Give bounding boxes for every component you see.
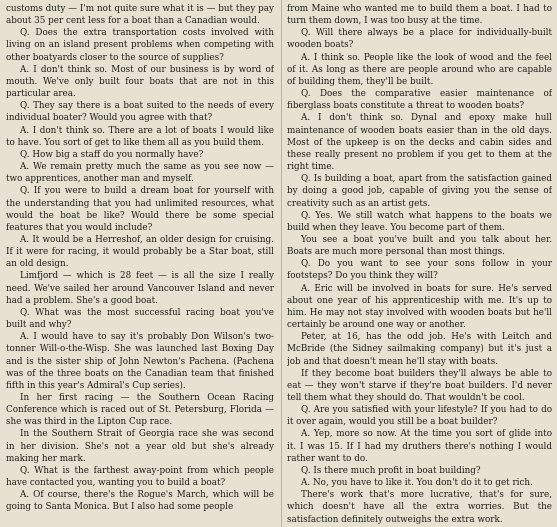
paragraph: In her first racing — the Southern Ocean Racing Conference which is raced out of St. Petersburg, Florida — she was third in the Lipton Cup race. bbox=[6, 393, 274, 428]
paragraph: A. No, you have to like it. You don't do it to get rich. bbox=[301, 478, 533, 489]
paragraph: You see a boat you've built and you talk about her. Boats are much more personal than most things. bbox=[287, 234, 552, 258]
paragraph: Q. How big a staff do you normally have? bbox=[20, 149, 204, 160]
paragraph: Limfjord — which is 28 feet — is all the size I really need. We've sailed her around Vancouver Island and never had a problem. She's a good boat. bbox=[6, 271, 274, 306]
paragraph: Q. Does the extra transportation costs involved with living on an island present problems when competing with other boatyards closer to the source of supplies? bbox=[6, 28, 274, 63]
paragraph: Q. Does the comparative easier maintenance of fiberglass boats constitute a threat to wooden boats? bbox=[287, 89, 552, 112]
right-column bbox=[287, 3, 552, 525]
paragraph: A. Of course, there's the Rogue's March, which will be going to Santa Monica. But I also had some people bbox=[6, 490, 274, 513]
paragraph: Q. Yes. We still watch what happens to the boats we build when they leave. You become part of them. bbox=[287, 210, 552, 233]
paragraph: Q. If you were to build a dream boat for yourself with the understanding that you had unlimited resources, what would the boat be like? Would there be some special features that you would include? bbox=[6, 186, 274, 233]
paragraph: In the Southern Strait of Georgia race she was second in her division. She's not a year old but she's already making her mark. bbox=[6, 429, 274, 464]
paragraph: A. Eric will be involved in boats for sure. He's served about one year of his apprenticeship with me. It's up to him. He may not stay involved with wooden boats but he'll certainly be around one way or another. bbox=[287, 283, 552, 331]
paragraph: Q. Do you want to see your sons follow in your footsteps? Do you think they will? bbox=[287, 259, 552, 282]
paragraph: A. I don't think so. There are a lot of boats I would like to have. You sort of get to like them all as you build them. bbox=[6, 125, 274, 148]
paragraph: Peter, at 16, has the odd job. He's with Leitch and McBride (the Sidney sailmaking company) but it's just a job and that doesn't mean he'll stay with boats. bbox=[287, 332, 552, 367]
paragraph: There's work that's more lucrative, that's for sure, which doesn't have all the extra worries. But the satisfaction definitely outweighs the extra work. bbox=[287, 490, 552, 525]
left-column bbox=[6, 3, 274, 525]
paragraph: Q. Are you satisfied with your lifestyle? If you had to do it over again, would you still be a boat builder? bbox=[287, 405, 552, 428]
column-divider bbox=[281, 0, 282, 527]
paragraph: A. I don't think so. Dynal and epoxy make hull maintenance of wooden boats easier than in the old days. Most of the upkeep is on the decks and cabin sides and these really present no problem if you get to them at the right time. bbox=[287, 113, 552, 173]
paragraph: A. I would have to say it's probably Don Wilson's two-tonner Will-o-the-Wisp. She was launched last Boxing Day and is the sister ship of John Newton's Pachena. (Pachena was of the three boats on the Canadian team that finished fifth in this year's Admiral's Cup series). bbox=[6, 332, 274, 391]
paragraph: from Maine who wanted me to build them a boat. I had to turn them down, I was too busy at the time. bbox=[287, 4, 552, 27]
paragraph: Q. What is the farthest away-point from which people have contacted you, wanting you to build a boat? bbox=[6, 465, 274, 489]
paragraph: Q. What was the most successful racing boat you've built and why? bbox=[6, 307, 274, 331]
paragraph: A. It would be a Herreshof, an older design for cruising. If it were for racing, it would probably be a Star boat, still an old design. bbox=[6, 234, 274, 270]
paragraph: A. We remain pretty much the same as you see now — two apprentices, another man and myself. bbox=[6, 162, 274, 185]
paragraph: customs duty — I'm not quite sure what it is — but they pay about 35 per cent less for a boat than a Canadian would. bbox=[6, 4, 274, 27]
paragraph: Q. Is building a boat, apart from the satisfaction gained by doing a good job, capable of giving you the sense of creativity such as an artist gets. bbox=[287, 174, 552, 209]
paragraph: Q. Will there always be a place for individually-built wooden boats? bbox=[287, 28, 552, 51]
paragraph: A. Yep, more so now. At the time you sort of glide into it. I was 15. If I had my druthers there's nothing I would rather want to do. bbox=[287, 429, 552, 464]
paragraph: Q. They say there is a boat suited to the needs of every individual boater? Would you agree with that? bbox=[6, 101, 274, 124]
paragraph: A. I think so. People like the look of wood and the feel of it. As long as there are people around who are capable of building them, they'll be built. bbox=[287, 52, 552, 87]
paragraph: A. I don't think so. Most of our business is by word of mouth. We've only built four boats that are not in this particular area. bbox=[6, 64, 274, 100]
paragraph: Q. Is there much profit in boat building? bbox=[301, 465, 481, 476]
paragraph: If they become boat builders they'll always be able to eat — they won't starve if they're boat builders. I'd never tell them what they should do. That wouldn't be cool. bbox=[287, 368, 552, 403]
